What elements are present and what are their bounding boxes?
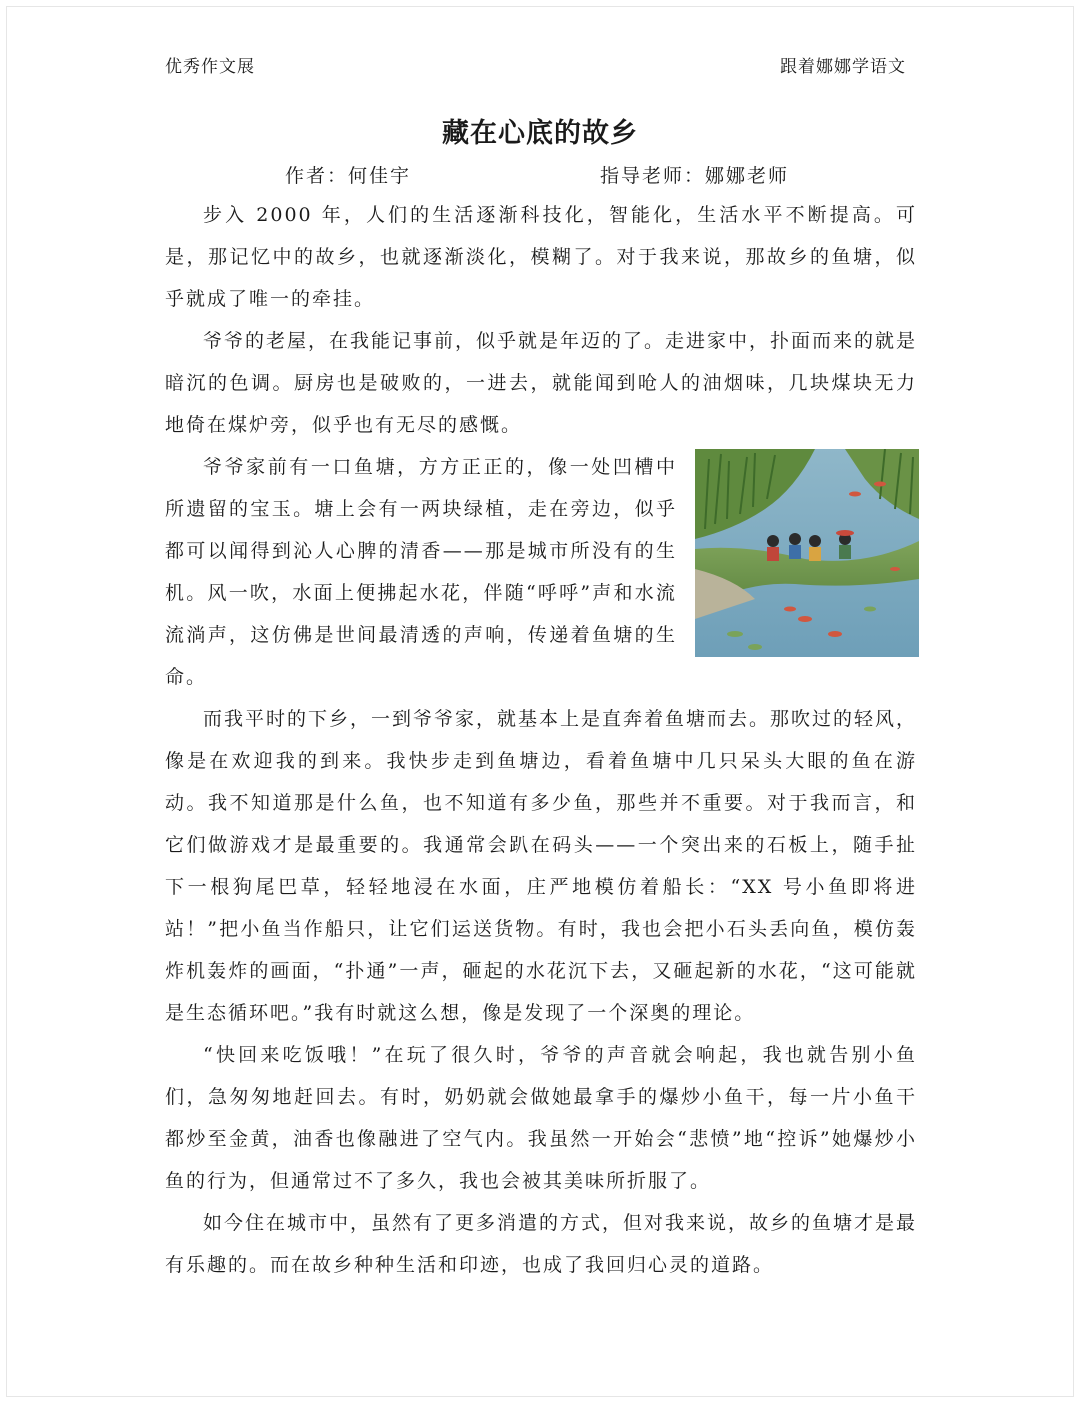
essay-teacher: 指导老师：娜娜老师 [600,165,790,187]
paragraph-5: “快回来吃饭哦！”在玩了很久时，爷爷的声音就会响起，我也就告别小鱼们，急匆匆地赶回去。有时，奶奶就会做她最拿手的爆炒小鱼干，每一片小鱼干都炒至金黄，油香也像融进了空气内。我虽然一开始会“悲愤”地“控诉”她爆炒小鱼的行为，但通常过不了多久，我也会被其美味所折服了。 [165,1044,917,1192]
fish-pond-illustration [695,449,919,657]
paragraph-1: 步入 2000 年，人们的生活逐渐科技化，智能化，生活水平不断提高。可是，那记忆中的故乡，也就逐渐淡化，模糊了。对于我来说，那故乡的鱼塘，似乎就成了唯一的牵挂。 [165,204,917,310]
paragraph-3: 爷爷家前有一口鱼塘，方方正正的，像一处凹槽中所遗留的宝玉。塘上会有一两块绿植，走在旁边，似乎都可以闻得到沁人心脾的清香——那是城市所没有的生机。风一吹，水面上便拂起水花，伴随“呼呼”声和水流流淌声，这仿佛是世间最清透的声响，传递着鱼塘的生命。 [165,456,677,688]
essay-title: 藏在心底的故乡 [442,118,638,149]
essay-body [165,194,917,1286]
essay-author: 作者：何佳宇 [285,165,412,187]
header-right-label: 跟着娜娜学语文 [780,57,906,77]
paragraph-6: 如今住在城市中，虽然有了更多消遣的方式，但对我来说，故乡的鱼塘才是最有乐趣的。而在故乡种种生活和印迹，也成了我回归心灵的道路。 [165,1212,918,1276]
paragraph-2: 爷爷的老屋，在我能记事前，似乎就是年迈的了。走进家中，扑面而来的就是暗沉的色调。厨房也是破败的，一进去，就能闻到呛人的油烟味，几块煤块无力地倚在煤炉旁，似乎也有无尽的感慨。 [165,330,918,436]
header-left-label: 优秀作文展 [165,57,255,77]
paragraph-4: 而我平时的下乡，一到爷爷家，就基本上是直奔着鱼塘而去。那吹过的轻风，像是在欢迎我的到来。我快步走到鱼塘边，看着鱼塘中几只呆头大眼的鱼在游动。我不知道那是什么鱼，也不知道有多少鱼，那些并不重要。对于我而言，和它们做游戏才是最重要的。我通常会趴在码头——一个突出来的石板上，随手扯下一根狗尾巴草，轻轻地浸在水面，庄严地模仿着船长：“XX 号小鱼即将进站！”把小鱼当作船只，让它们运送货物。有时，我也会把小石头丢向鱼，模仿轰炸机轰炸的画面，“扑通”一声，砸起的水花沉下去，又砸起新的水花，“这可能就是生态循环吧。”我有时就这么想，像是发现了一个深奥的理论。 [165,708,918,1024]
